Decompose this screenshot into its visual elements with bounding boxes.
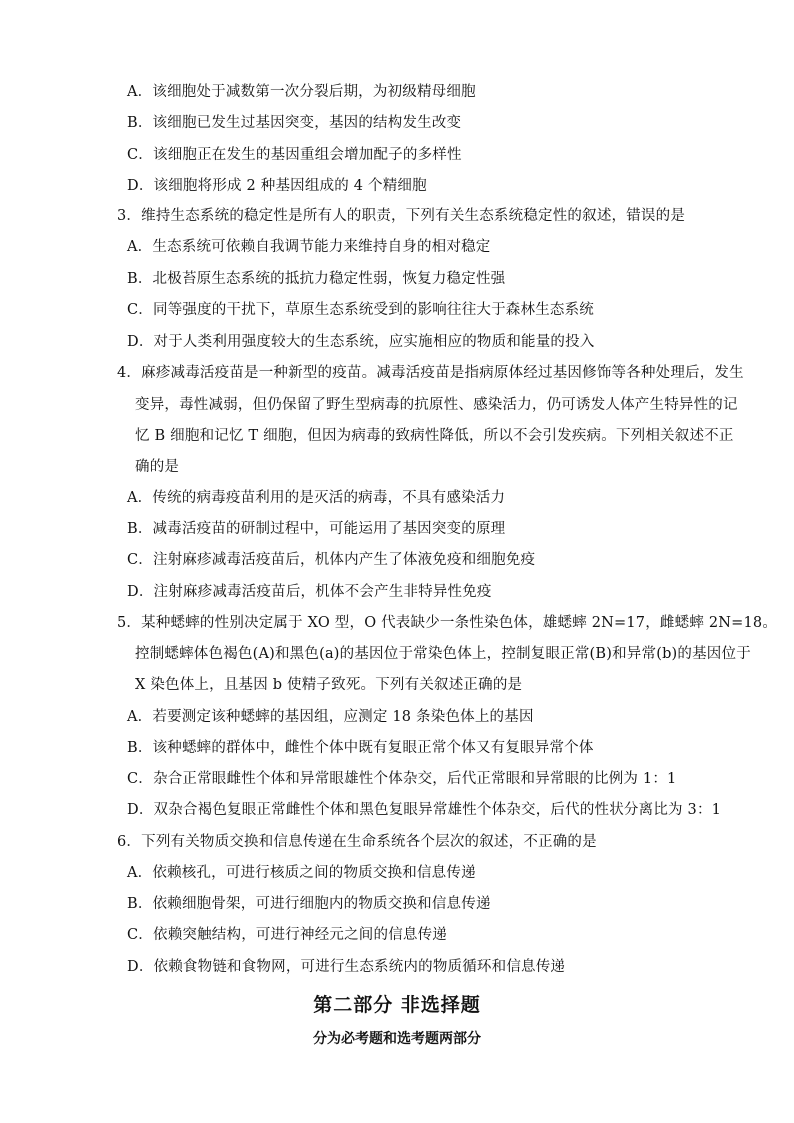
q4-stem-line-4: 确的是 [135, 459, 180, 475]
section-subtitle: 分为必考题和选考题两部分 [313, 1031, 481, 1047]
q4-option-c: C．注射麻疹减毒活疫苗后，机体内产生了体液免疫和细胞免疫 [127, 552, 536, 568]
q4-stem-line-3: 忆 B 细胞和记忆 T 细胞，但因为病毒的致病性降低，所以不会引发疾病。下列相关叙述不正 [135, 428, 734, 444]
q3-option-b: B．北极苔原生态系统的抵抗力稳定性弱，恢复力稳定性强 [127, 271, 506, 287]
q5-option-b: B．该种蟋蟀的群体中，雌性个体中既有复眼正常个体又有复眼异常个体 [127, 740, 594, 756]
q3-option-a: A．生态系统可依赖自我调节能力来维持自身的相对稳定 [127, 239, 491, 255]
q4-option-d: D．注射麻疹减毒活疫苗后，机体不会产生非特异性免疫 [127, 584, 492, 600]
q6-option-d: D．依赖食物链和食物网，可进行生态系统内的物质循环和信息传递 [127, 959, 566, 975]
q5-option-a: A．若要测定该种蟋蟀的基因组，应测定 18 条染色体上的基因 [127, 709, 534, 725]
q4-stem-line-2: 变异，毒性减弱，但仍保留了野生型病毒的抗原性、感染活力，仍可诱发人体产生特异性的记 [135, 397, 738, 413]
q3-stem: 3．维持生态系统的稳定性是所有人的职责，下列有关生态系统稳定性的叙述，错误的是 [117, 208, 686, 224]
q4-option-b: B．减毒活疫苗的研制过程中，可能运用了基因突变的原理 [127, 521, 506, 537]
q3-option-d: D．对于人类利用强度较大的生态系统，应实施相应的物质和能量的投入 [127, 334, 595, 350]
q3-option-c: C．同等强度的干扰下，草原生态系统受到的影响往往大于森林生态系统 [127, 302, 594, 318]
q2-option-c: C．该细胞正在发生的基因重组会增加配子的多样性 [127, 147, 462, 163]
q2-option-d: D．该细胞将形成 2 种基因组成的 4 个精细胞 [127, 178, 427, 194]
q2-option-a: A．该细胞处于减数第一次分裂后期，为初级精母细胞 [127, 84, 476, 100]
q6-stem: 6．下列有关物质交换和信息传递在生命系统各个层次的叙述，不正确的是 [117, 834, 597, 850]
q5-stem-line-2: 控制蟋蟀体色褐色(A)和黑色(a)的基因位于常染色体上，控制复眼正常(B)和异常(b)的基因位于 [135, 646, 751, 662]
q6-option-b: B．依赖细胞骨架，可进行细胞内的物质交换和信息传递 [127, 896, 491, 912]
q5-option-c: C．杂合正常眼雌性个体和异常眼雄性个体杂交，后代正常眼和异常眼的比例为 1：1 [127, 771, 677, 787]
q5-option-d: D．双杂合褐色复眼正常雌性个体和黑色复眼异常雄性个体杂交，后代的性状分离比为 3：1 [127, 802, 722, 818]
q6-option-c: C．依赖突触结构，可进行神经元之间的信息传递 [127, 927, 447, 943]
q6-option-a: A．依赖核孔，可进行核质之间的物质交换和信息传递 [127, 865, 476, 881]
q5-stem-line-3: X 染色体上，且基因 b 使精子致死。下列有关叙述正确的是 [135, 677, 523, 693]
q2-option-b: B．该细胞已发生过基因突变，基因的结构发生改变 [127, 115, 462, 131]
q5-stem-line-1: 5．某种蟋蟀的性别决定属于 XO 型，O 代表缺少一条性染色体，雄蟋蟀 2N=17，雌蟋蟀 2N=18。 [117, 615, 778, 631]
q4-stem-line-1: 4．麻疹减毒活疫苗是一种新型的疫苗。减毒活疫苗是指病原体经过基因修饰等各种处理后，发生 [117, 365, 744, 381]
section-title: 第二部分 非选择题 [313, 994, 481, 1016]
q4-option-a: A．传统的病毒疫苗利用的是灭活的病毒，不具有感染活力 [127, 490, 506, 506]
